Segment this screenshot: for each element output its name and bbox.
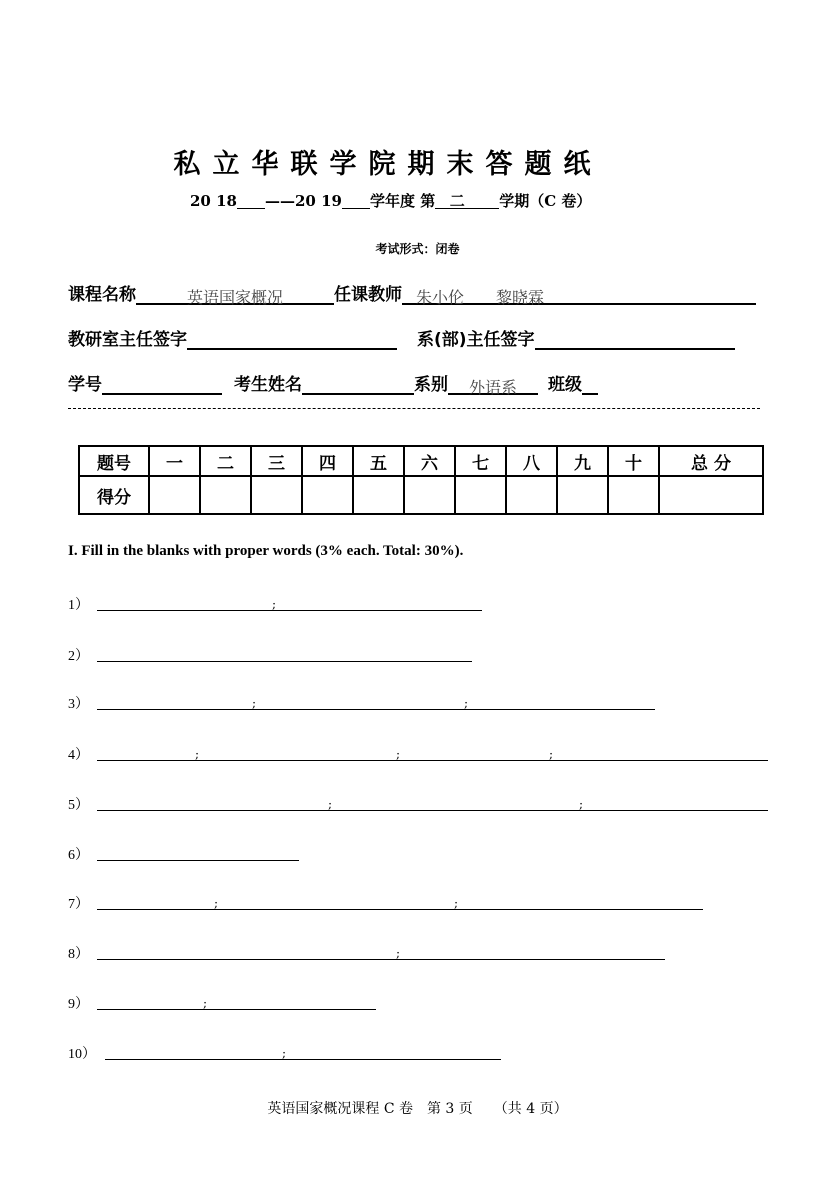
answer-line[interactable] bbox=[97, 959, 665, 960]
separator: ; bbox=[464, 696, 469, 710]
exam-subtitle bbox=[190, 190, 591, 211]
score-header-cell: 九 bbox=[557, 446, 608, 476]
separator: ; bbox=[579, 797, 584, 811]
separator: ; bbox=[396, 946, 401, 960]
separator: ; bbox=[282, 1046, 287, 1060]
info-row-student bbox=[68, 370, 598, 395]
dept-value: 外语系 bbox=[448, 375, 538, 395]
blank-number: 10） bbox=[68, 1047, 96, 1062]
score-cell[interactable] bbox=[200, 476, 251, 514]
score-header-cell: 三 bbox=[251, 446, 302, 476]
section-1-title: I. Fill in the blanks with proper words (3% each. Total: 30%). bbox=[68, 543, 464, 559]
score-header-cell: 二 bbox=[200, 446, 251, 476]
teacher-label: 任课教师 bbox=[334, 285, 402, 305]
answer-line[interactable] bbox=[97, 709, 655, 710]
answer-line[interactable] bbox=[97, 1009, 376, 1010]
score-header-cell: 十 bbox=[608, 446, 659, 476]
answer-line[interactable] bbox=[97, 909, 703, 910]
score-cell[interactable] bbox=[353, 476, 404, 514]
class-field[interactable] bbox=[582, 375, 598, 395]
answer-line[interactable] bbox=[97, 810, 768, 811]
score-cell[interactable] bbox=[659, 476, 763, 514]
dept-director-label: 系(部)主任签字 bbox=[417, 330, 535, 350]
separator: ; bbox=[214, 896, 219, 910]
score-cell[interactable] bbox=[404, 476, 455, 514]
answer-line[interactable] bbox=[97, 610, 482, 611]
student-name-label: 考生姓名 bbox=[234, 375, 302, 395]
course-label: 课程名称 bbox=[68, 285, 136, 305]
student-name-field[interactable] bbox=[302, 375, 414, 395]
separator: ; bbox=[549, 747, 554, 761]
blank-number: 2） bbox=[68, 649, 89, 664]
score-table bbox=[78, 445, 764, 515]
dept-label: 系别 bbox=[414, 375, 448, 395]
term-prefix: 第 bbox=[420, 192, 436, 210]
student-id-label: 学号 bbox=[68, 375, 102, 395]
year-start: 20 18 bbox=[190, 192, 237, 210]
term-value: 二 bbox=[435, 194, 479, 209]
score-header-cell: 一 bbox=[149, 446, 200, 476]
score-header-cell: 八 bbox=[506, 446, 557, 476]
teacher-value: 朱小伦 黎晓霖 bbox=[402, 285, 756, 305]
score-header-cell: 总 分 bbox=[659, 446, 763, 476]
score-table-header-row bbox=[79, 446, 763, 476]
score-header-cell: 题号 bbox=[79, 446, 149, 476]
info-row-signatures bbox=[68, 325, 735, 350]
score-header-cell: 五 bbox=[353, 446, 404, 476]
blank-number: 8） bbox=[68, 947, 89, 962]
score-cell[interactable] bbox=[302, 476, 353, 514]
answer-line[interactable] bbox=[105, 1059, 501, 1060]
year-dash: —— bbox=[264, 192, 295, 210]
score-header-cell: 七 bbox=[455, 446, 506, 476]
blank-number: 5） bbox=[68, 798, 89, 813]
score-header-cell: 四 bbox=[302, 446, 353, 476]
blank-number: 1） bbox=[68, 598, 89, 613]
exam-title: 私立华联学院期末答题纸 bbox=[173, 149, 603, 180]
blank-number: 6） bbox=[68, 848, 89, 863]
separator: ; bbox=[252, 696, 257, 710]
separator: ; bbox=[195, 747, 200, 761]
student-id-field[interactable] bbox=[102, 375, 222, 395]
separator: ; bbox=[203, 996, 208, 1010]
course-value: 英语国家概况 bbox=[136, 285, 334, 305]
dept-director-field[interactable] bbox=[535, 330, 735, 350]
score-cell[interactable] bbox=[608, 476, 659, 514]
score-cell[interactable] bbox=[506, 476, 557, 514]
info-row-course bbox=[68, 280, 756, 305]
term-suffix: 学期（C 卷） bbox=[499, 192, 592, 210]
answer-line[interactable] bbox=[97, 661, 472, 662]
blank-number: 7） bbox=[68, 897, 89, 912]
score-cell[interactable] bbox=[149, 476, 200, 514]
separator: ; bbox=[396, 747, 401, 761]
page-footer: 英语国家概况课程 C 卷 第 3 页 （共 4 页） bbox=[267, 1101, 568, 1117]
score-cell[interactable] bbox=[557, 476, 608, 514]
separator: ; bbox=[272, 597, 277, 611]
score-cell[interactable] bbox=[251, 476, 302, 514]
blank-number: 4） bbox=[68, 748, 89, 763]
score-table-score-row bbox=[79, 476, 763, 514]
separator: ; bbox=[454, 896, 459, 910]
score-header-cell: 六 bbox=[404, 446, 455, 476]
exam-form: 考试形式：闭卷 bbox=[375, 242, 460, 256]
blank-number: 3） bbox=[68, 697, 89, 712]
year-suffix: 学年度 bbox=[369, 192, 415, 210]
class-label: 班级 bbox=[548, 375, 582, 395]
separator: ; bbox=[328, 797, 333, 811]
year-end: 20 19 bbox=[294, 192, 342, 210]
cut-line bbox=[68, 408, 760, 409]
blank-number: 9） bbox=[68, 997, 89, 1012]
answer-line[interactable] bbox=[97, 860, 299, 861]
year-end-blank bbox=[342, 194, 370, 209]
term-blank bbox=[479, 194, 499, 209]
year-start-blank bbox=[237, 194, 265, 209]
office-director-field[interactable] bbox=[187, 330, 397, 350]
score-label-cell: 得分 bbox=[79, 476, 149, 514]
office-director-label: 教研室主任签字 bbox=[68, 330, 187, 350]
score-cell[interactable] bbox=[455, 476, 506, 514]
